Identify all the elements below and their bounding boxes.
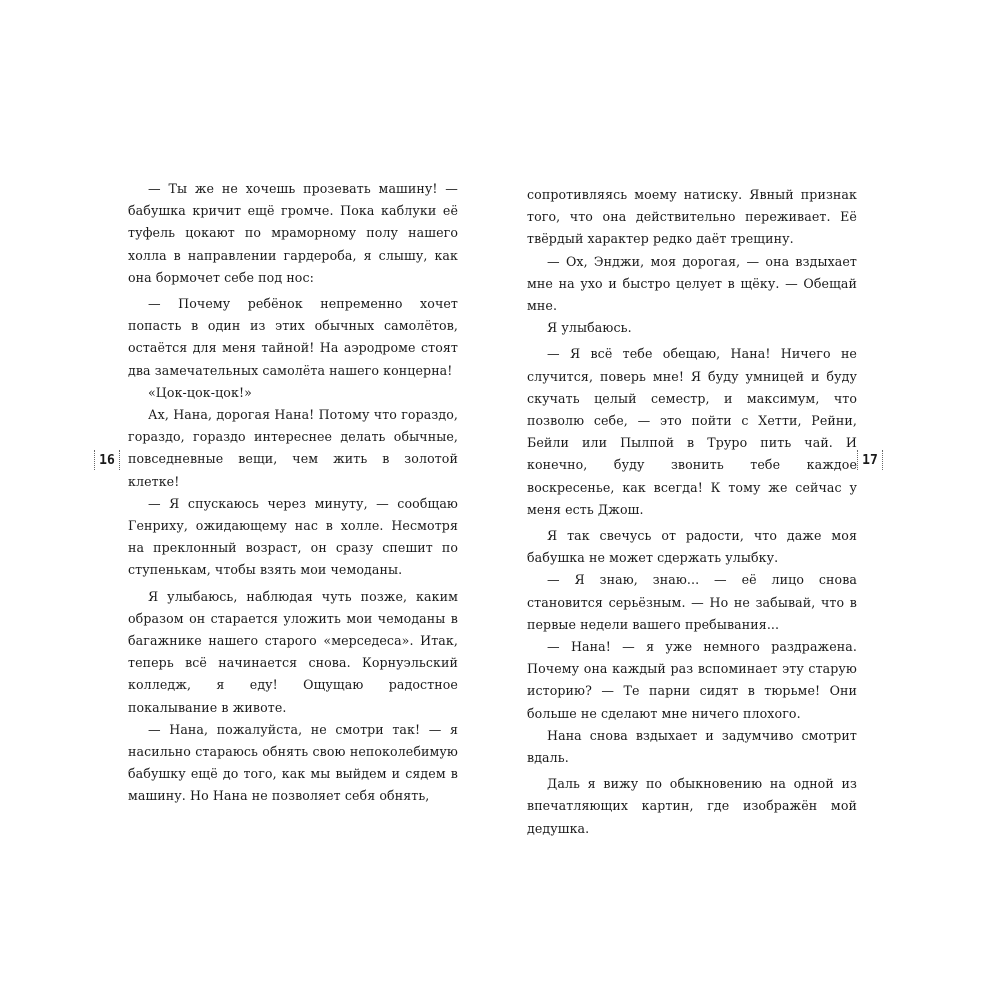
paragraph: Ах, Нана, дорогая Нана! Потому что гораздо, гораздо, гораздо интереснее делать обычные, повседневные вещи, чем жить в золотой клетке!: [128, 407, 458, 489]
paragraph: — Ты же не хочешь прозевать машину! — бабушка кричит ещё громче. Пока каблуки её туфель цокают по мраморному полу нашего холла в направлении гардероба, я слышу, как она бормочет себе под нос:: [128, 181, 458, 285]
paragraph: — Я знаю, знаю... — её лицо снова становится серьёзным. — Но не забывай, что в первые недели вашего пребывания...: [527, 572, 857, 632]
paragraph: — Я спускаюсь через минуту, — сообщаю Генриху, ожидающему нас в холле. Несмотря на преклонный возраст, он сразу спешит по ступенькам, чтобы взять мои чемоданы.: [128, 495, 458, 578]
paragraph: — Я всё тебе обещаю, Нана! Ничего не случится, поверь мне! Я буду умницей и буду скучать целый семестр, и максимум, что позволю себе, — это пойти с Хетти, Рейни, Бейли или Пылпой в Труро пить чай. И конечно, буду звонить тебе каждое воскресенье, как всегда! К тому же сейчас у меня есть Джош.: [527, 346, 857, 517]
paragraph: — Почему ребёнок непременно хочет попасть в один из этих обычных самолётов, остаётся для меня тайной! На аэродроме стоят два замечательных самолёта нашего концерна!: [128, 296, 458, 378]
paragraph: Я улыбаюсь, наблюдая чуть позже, каким образом он старается уложить мои чемоданы в багажнике нашего старого «мерседеса». Итак, теперь всё начинается снова. Корнуэльский колледж, я еду! Ощущаю радостное покалывание в животе.: [128, 588, 458, 715]
paragraph: — Нана! — я уже немного раздражена. Почему она каждый раз вспоминает эту старую историю? — Те парни сидят в тюрьме! Они больше не сделают мне ничего плохого.: [527, 639, 857, 721]
page-number-right: 17: [855, 448, 885, 472]
paragraph: Нана снова вздыхает и задумчиво смотрит вдаль.: [527, 727, 857, 766]
right-page-text: [527, 184, 857, 840]
paragraph: Я так свечусь от радости, что даже моя бабушка не может сдержать улыбку.: [527, 528, 857, 566]
paragraph: сопротивляясь моему натиску. Явный признак того, что она действительно переживает. Её твёрдый характер редко даёт трещину.: [527, 187, 857, 247]
paragraph: — Ох, Энджи, моя дорогая, — она вздыхает мне на ухо и быстро целует в щёку. — Обещай мне.: [527, 253, 857, 314]
paragraph: — Нана, пожалуйста, не смотри так! — я насильно стараюсь обнять свою непоколебимую бабушку ещё до того, как мы выйдем и сядем в машину. Но Нана не позволяет себя обнять,: [128, 721, 458, 804]
paragraph: «Цок-цок-цок!»: [148, 384, 252, 400]
page-number-left: 16: [92, 448, 122, 472]
paragraph: Я улыбаюсь.: [547, 320, 632, 336]
paragraph: Даль я вижу по обыкновению на одной из впечатляющих картин, где изображён мой дедушка.: [527, 776, 857, 836]
left-page-text: [128, 178, 458, 808]
